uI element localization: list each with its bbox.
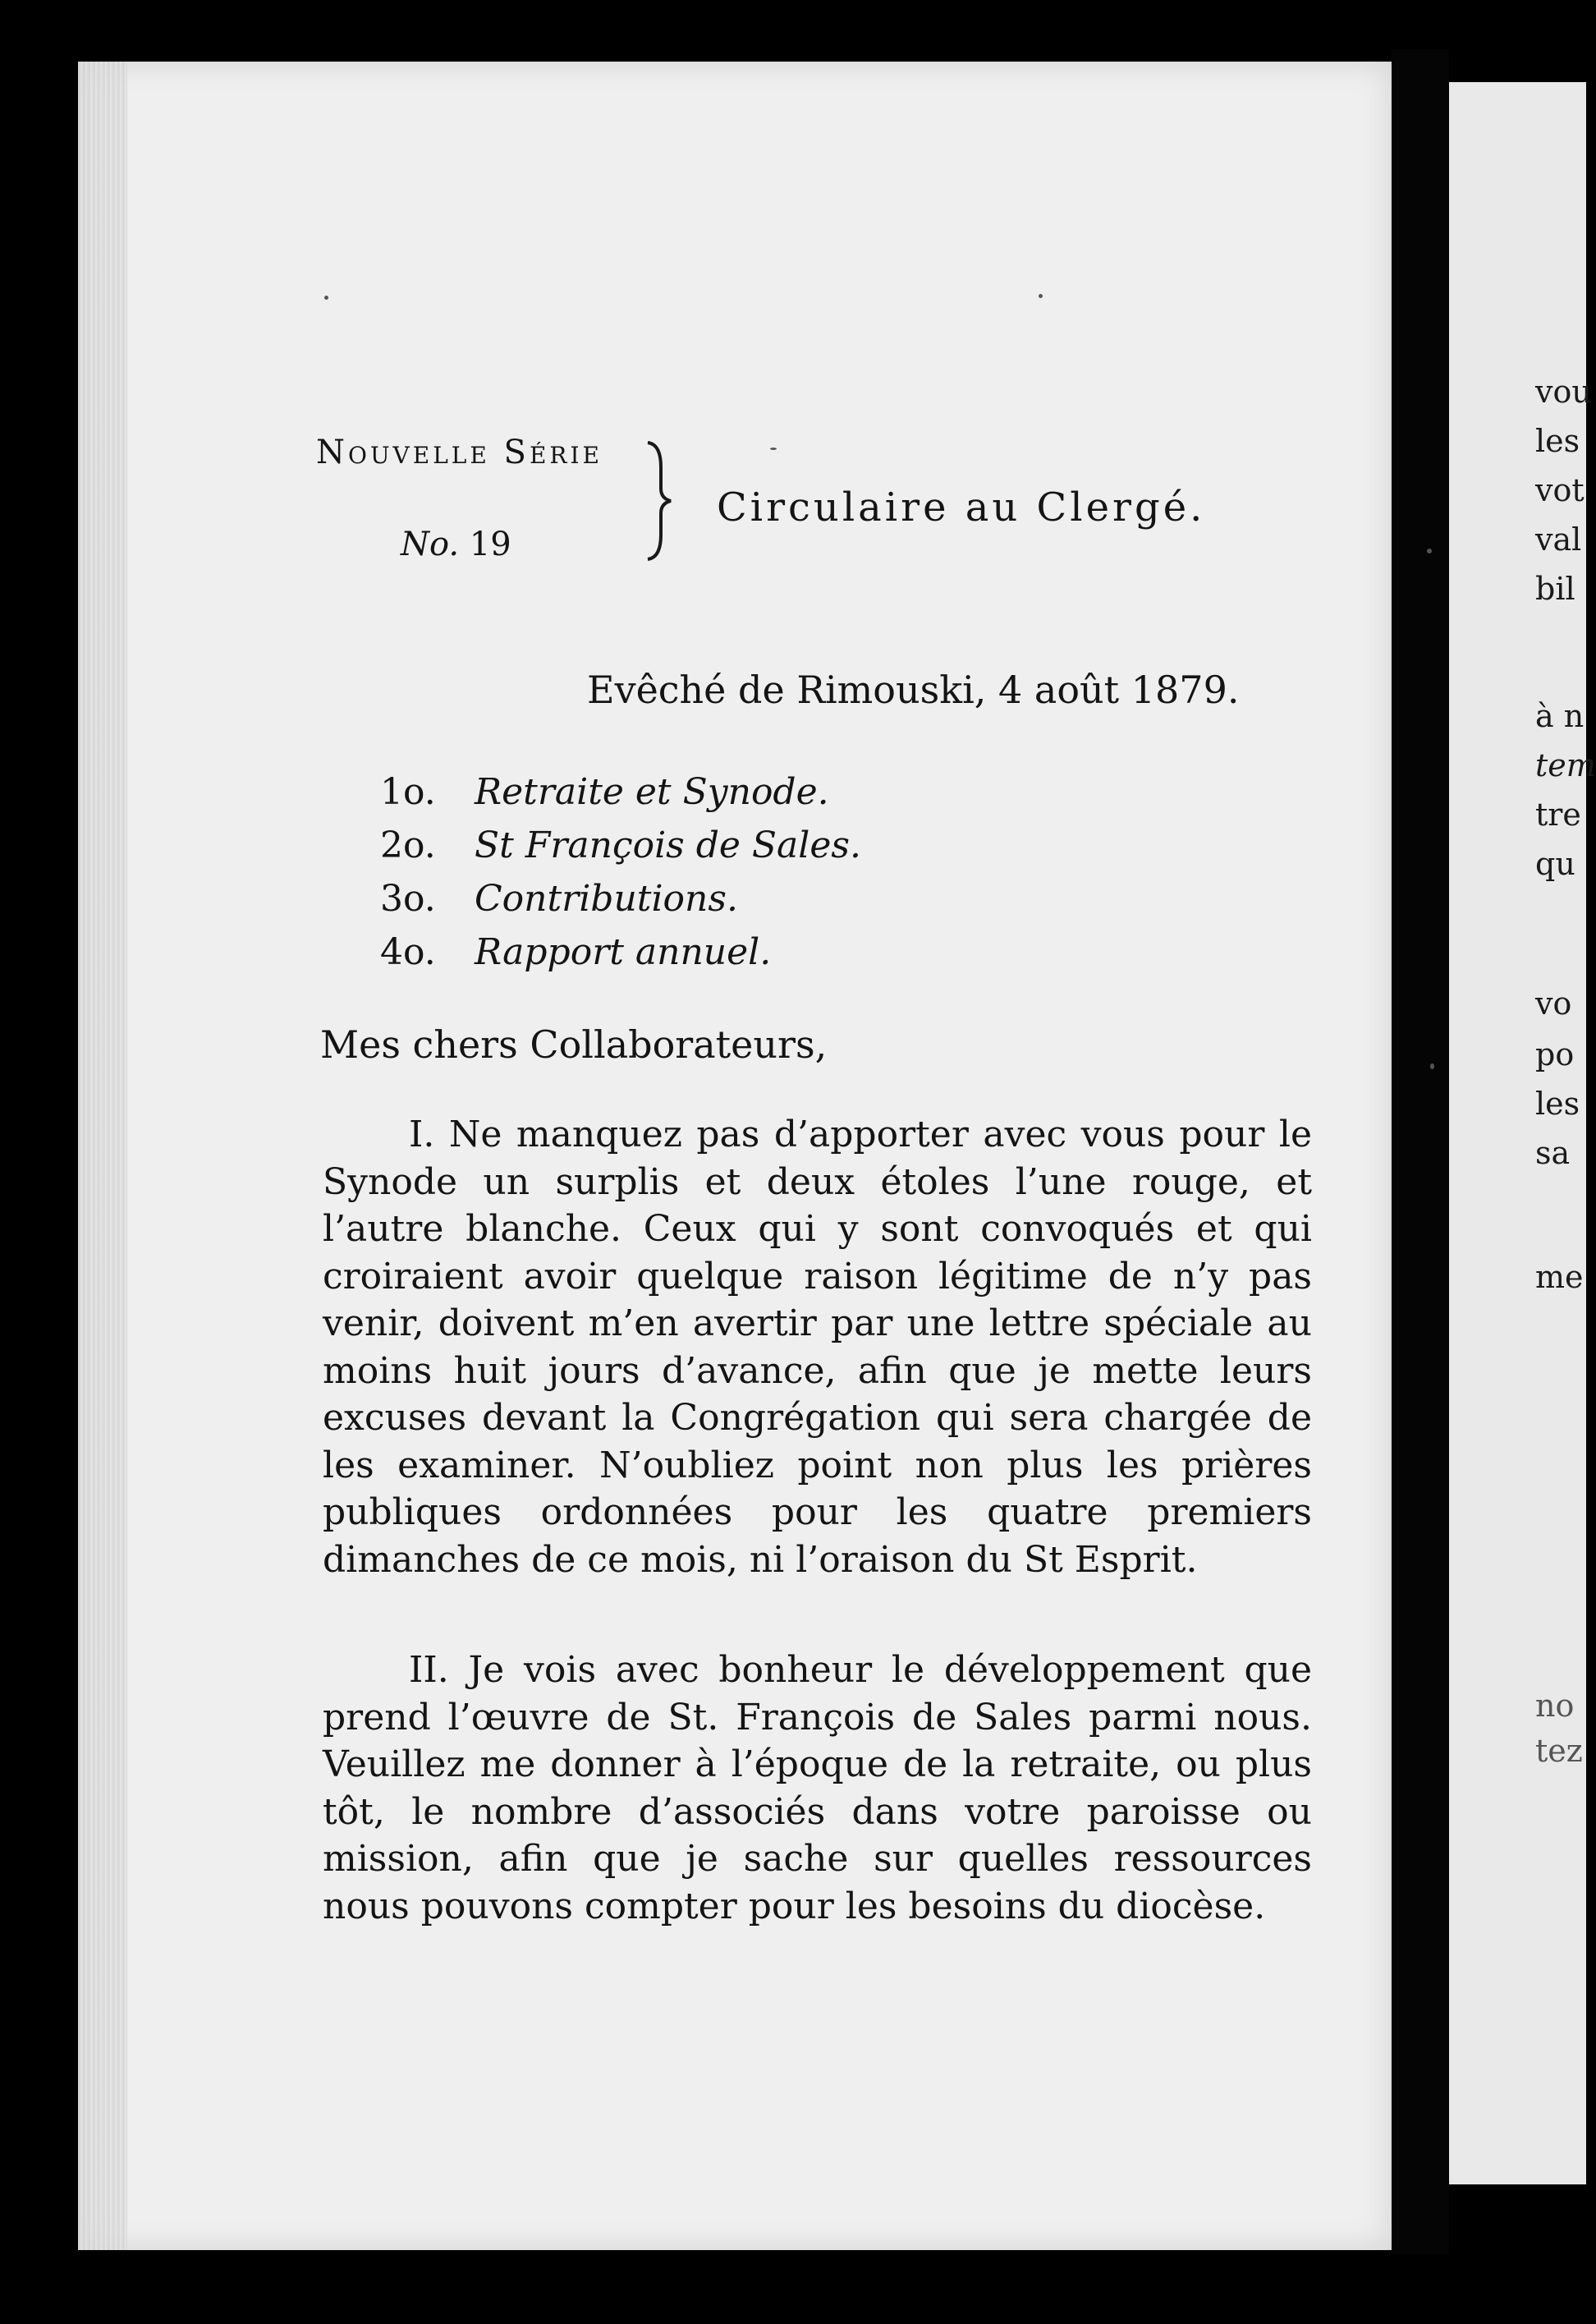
next-page-fragment: tre: [1535, 797, 1581, 833]
scan-speck: [1039, 294, 1043, 298]
next-page-fragment: po: [1535, 1036, 1575, 1072]
number-value: 19: [469, 526, 511, 563]
topic-item: [380, 925, 861, 979]
next-page-fragment: tem: [1535, 747, 1596, 783]
topic-number: 3o.: [380, 878, 436, 920]
next-page-fragment: me: [1535, 1259, 1584, 1295]
salutation: Mes chers Collaborateurs,: [320, 1022, 828, 1067]
scan-speck: [1427, 549, 1432, 553]
topic-number: 4o.: [380, 931, 436, 973]
next-page-fragment: les: [1535, 1086, 1580, 1122]
scan-speck: [1430, 1063, 1434, 1069]
next-page-fragment: bil: [1535, 571, 1575, 607]
next-page-fragment: vou: [1535, 374, 1592, 410]
circular-number: [401, 526, 511, 563]
topic-item: [380, 872, 861, 925]
topic-item: [380, 765, 861, 819]
topic-title: St François de Sales.: [475, 824, 861, 866]
scan-speck: [324, 296, 328, 300]
circular-title: Circulaire au Clergé.: [717, 485, 1206, 530]
next-page-fragment: les: [1535, 423, 1580, 459]
next-page-fragment: vo: [1535, 985, 1572, 1022]
topic-item: [380, 819, 861, 872]
book-gutter: [1392, 49, 1449, 2267]
scan-border-bottom: [0, 2254, 1586, 2324]
topic-title: Rapport annuel.: [475, 931, 772, 973]
topic-number: 2o.: [380, 824, 436, 866]
paragraph-retraite-synode: I. Ne manquez pas d’apporter avec vous pour le Synode un surplis et deux étoles l’une rouge, et l’autre blanche. Ceux qui y sont convoqués et qui croiraient avoir quelque raison légitime de n’y pas venir, doivent m’en avertir par une lettre spéciale au moins huit jours d’avance, afin que je mette leurs excuses devant la Congrégation qui sera chargée de les examiner. N’oubliez point non plus les prières publiques ordonnées pour les quatre premiers dimanches de ce mois, ni l’oraison du St Esprit.: [323, 1114, 1312, 1581]
brace-icon: [643, 439, 676, 563]
number-prefix: No.: [401, 526, 460, 563]
date-line: Evêché de Rimouski, 4 août 1879.: [587, 668, 1240, 712]
next-page-fragment: sa: [1535, 1135, 1571, 1171]
series-label: Nouvelle Série: [316, 434, 603, 471]
scan-speck: [770, 448, 777, 450]
next-page-fragment: no: [1535, 1688, 1575, 1724]
topic-title: Retraite et Synode.: [475, 771, 829, 813]
page-edges: [78, 62, 127, 2250]
topic-number: 1o.: [380, 771, 436, 813]
next-page-fragment: qu: [1535, 846, 1575, 882]
next-page-fragment: vot: [1535, 472, 1585, 508]
topic-title: Contributions.: [475, 878, 738, 920]
scan-border-top: [0, 0, 1586, 57]
next-page-fragment: val: [1535, 521, 1582, 558]
next-page-fragment: à n: [1535, 698, 1585, 734]
topic-list: [380, 765, 861, 979]
paragraph-st-francois: II. Je vois avec bonheur le développement que prend l’œuvre de St. François de Sales parmi nous. Veuillez me donner à l’époque de la retraite, ou plus tôt, le nombre d’associés dans votre paroisse ou mission, afin que je sache sur quelles ressources nous pouvons compter pour les besoins du diocèse.: [323, 1649, 1312, 1927]
next-page-fragment: tez: [1535, 1733, 1583, 1769]
